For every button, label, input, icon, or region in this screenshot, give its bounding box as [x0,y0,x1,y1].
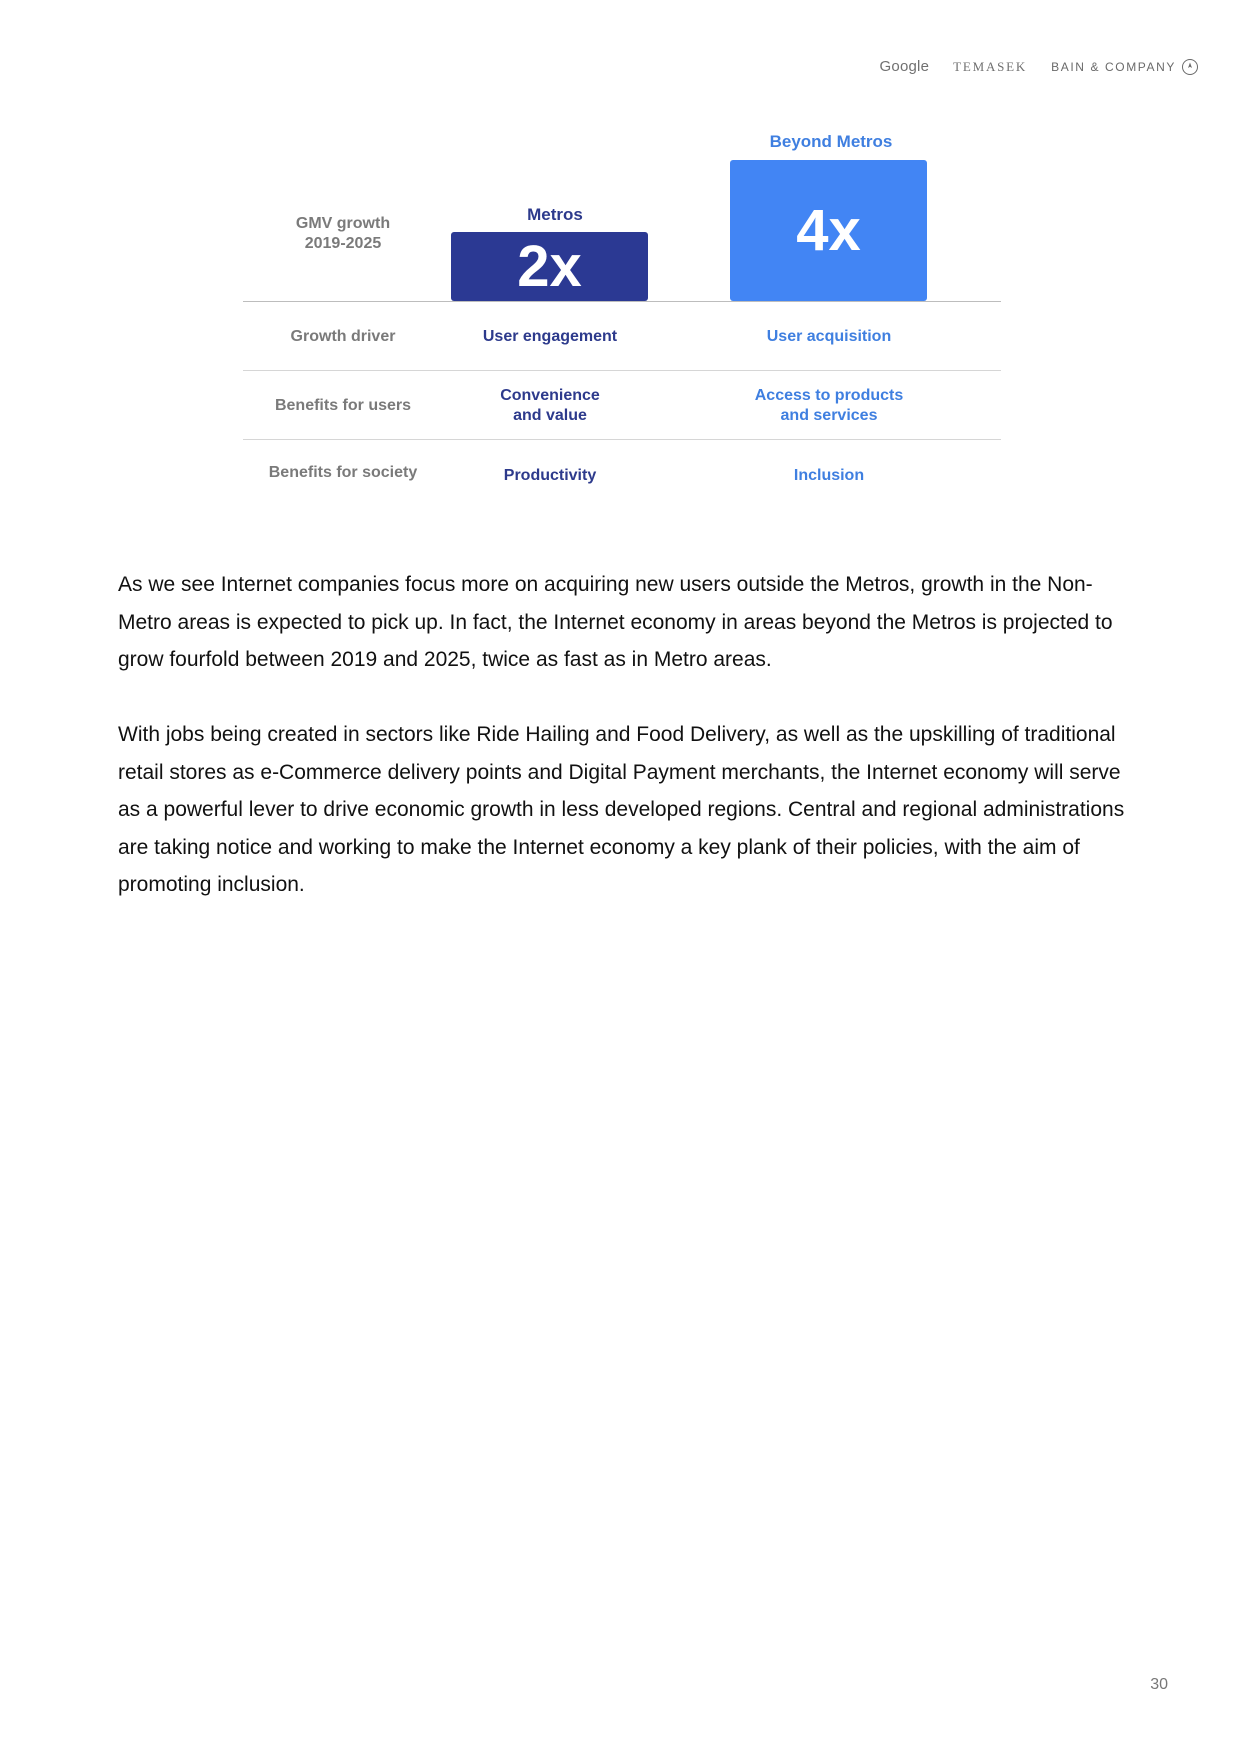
column-title-beyond-metros: Beyond Metros [769,132,893,151]
divider-line [243,439,1001,440]
cell-metros-growth-driver: User engagement [482,328,618,345]
gmv-growth-chart [0,0,1240,520]
bar-metros-value: 2x [517,234,582,299]
divider-line [243,301,1001,302]
bar-metros [451,232,648,301]
cell-metros-benefits-users: Convenience and value [500,387,600,424]
row-label-benefits-users: Benefits for users [274,397,412,414]
temasek-logo: TEMASEK [953,58,1028,74]
cell-metros-benefits-society: Productivity [503,467,597,484]
body-paragraph-1: As we see Internet companies focus more on acquiring new users outside the Metros, growth in the Non-Metro areas is expected to pick up. In fact, the Internet economy in areas beyond the Metros is projected to grow fourfold between 2019 and 2025, twice as fast as in Metro areas. [118,573,1113,671]
bar-beyond-metros-value: 4x [796,198,861,263]
row-label-benefits-society: Benefits for society [268,464,418,481]
row-label-growth-driver: Growth driver [290,328,396,345]
body-paragraph-2: With jobs being created in sectors like Ride Hailing and Food Delivery, as well as the upskilling of traditional retail stores as e-Commerce delivery points and Digital Payment merchants, the Internet economy will serve as a powerful lever to drive economic growth in less developed regions. Central and regional administrations are taking notice and working to make the Internet economy a key plank of their policies, with the aim of promoting inclusion. [118,723,1125,896]
google-logo: Google [879,58,930,75]
row-label-gmv-growth: GMV growth 2019-2025 [295,215,391,252]
column-title-metros: Metros [527,205,583,224]
cell-beyond-benefits-society: Inclusion [793,467,865,484]
bain-logo-text: BAIN & COMPANY [1051,59,1176,74]
cell-beyond-benefits-users: Access to products and services [754,387,904,424]
divider-line [243,370,1001,371]
cell-beyond-growth-driver: User acquisition [766,328,892,345]
bar-beyond-metros [730,160,927,301]
page-number: 30 [1150,1676,1168,1693]
